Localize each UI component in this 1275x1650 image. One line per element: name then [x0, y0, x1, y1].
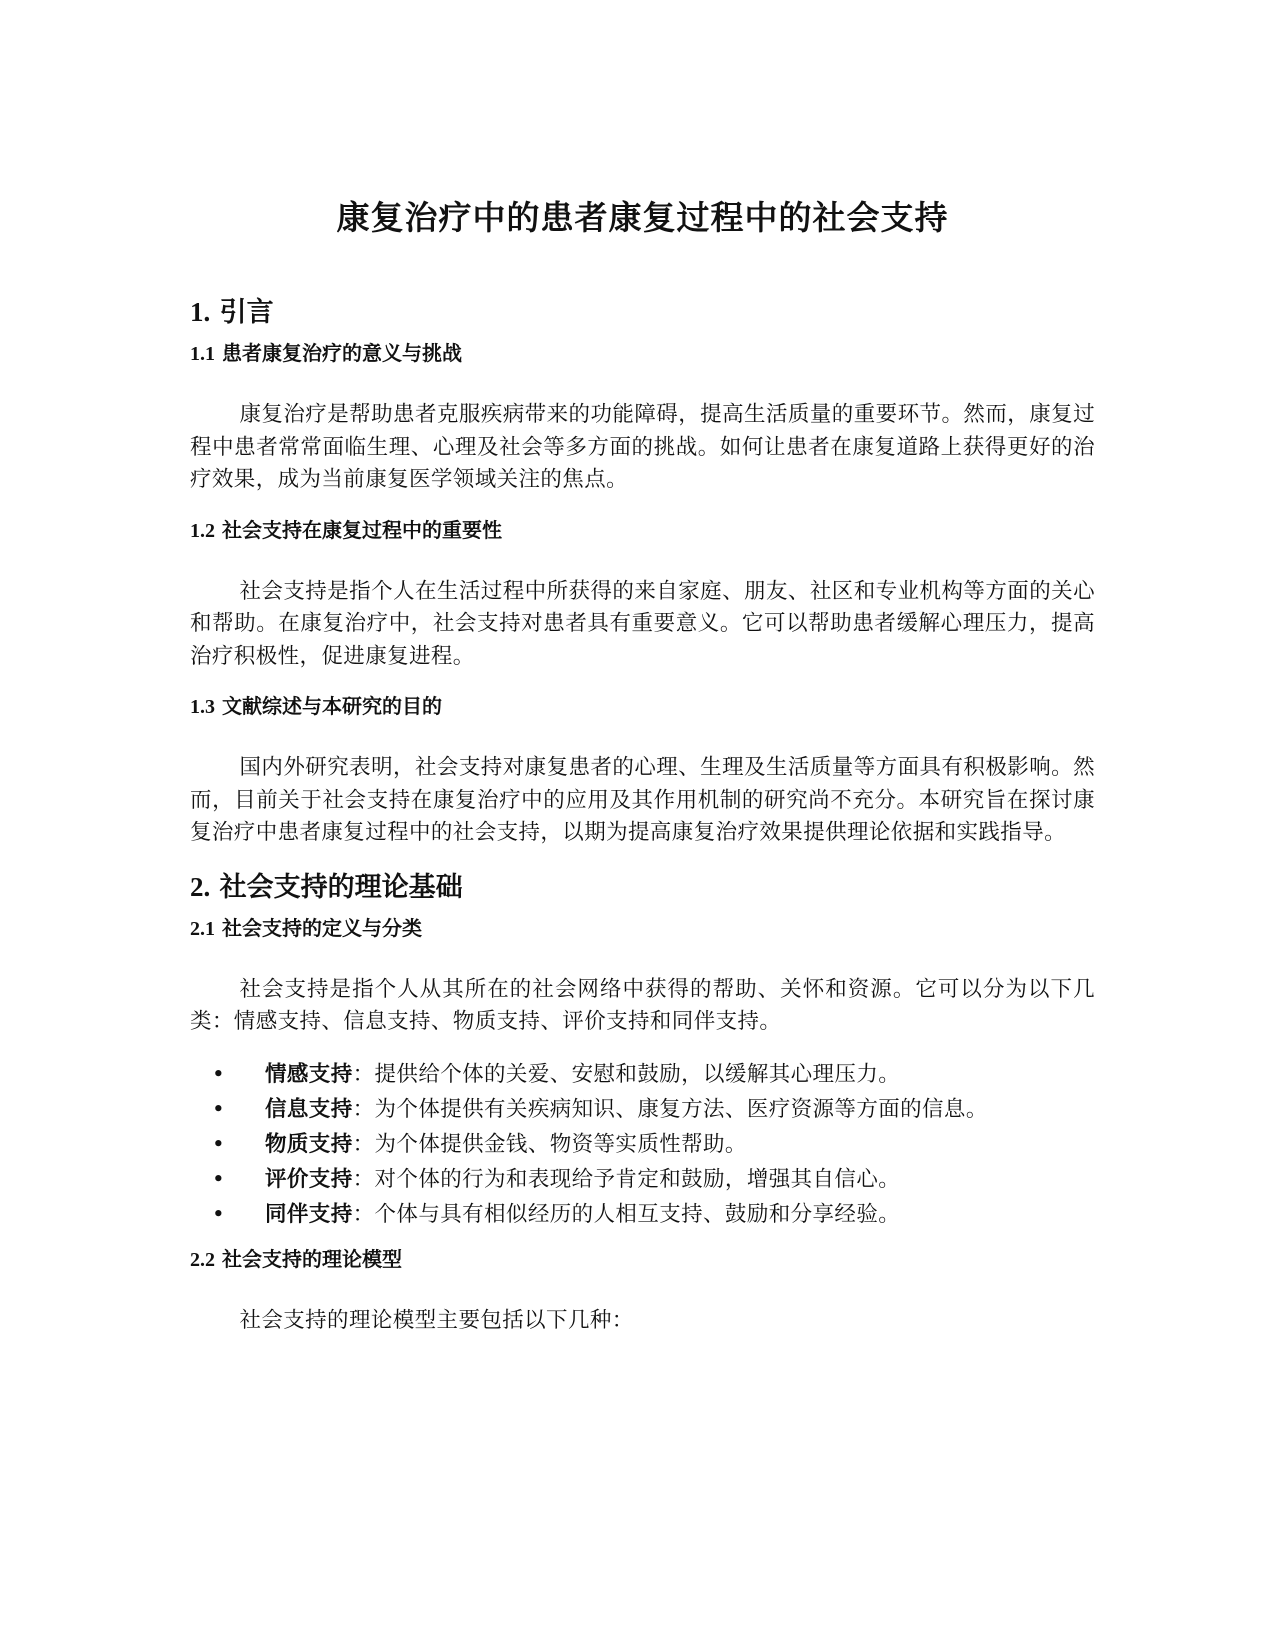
body-paragraph: 社会支持的理论模型主要包括以下几种：: [239, 1307, 634, 1333]
subsection-number: 1.2: [190, 519, 215, 542]
subsection-title: 社会支持的理论模型: [221, 1246, 402, 1271]
document-page: [190, 195, 1095, 1355]
list-item-text: 提供给个体的关爱、安慰和鼓励，以缓解其心理压力。: [374, 1061, 901, 1087]
list-item-separator: ：: [352, 1201, 375, 1227]
list-item-text: 为个体提供金钱、物资等实质性帮助。: [374, 1131, 747, 1157]
subsection-heading: [190, 338, 1095, 369]
bullet-icon: •: [212, 1061, 226, 1087]
section-title: 引言: [219, 297, 274, 328]
body-paragraph: 社会支持是指个人在生活过程中所获得的来自家庭、朋友、社区和专业机构等方面的关心和帮助。在康复治疗中，社会支持对患者具有重要意义。它可以帮助患者缓解心理压力，提高治疗积极性，促进康复进程。: [190, 578, 1095, 669]
body-paragraph: 康复治疗是帮助患者克服疾病带来的功能障碍，提高生活质量的重要环节。然而，康复过程中患者常常面临生理、心理及社会等多方面的挑战。如何让患者在康复道路上获得更好的治疗效果，成为当前康复医学领域关注的焦点。: [190, 402, 1095, 492]
list-item: [190, 1127, 1095, 1162]
list-item-separator: ：: [352, 1166, 375, 1192]
body-paragraph: 社会支持是指个人从其所在的社会网络中获得的帮助、关怀和资源。它可以分为以下几类：情感支持、信息支持、物质支持、评价支持和同伴支持。: [190, 976, 1095, 1034]
subsection-title: 社会支持在康复过程中的重要性: [221, 517, 502, 542]
body-paragraph: 国内外研究表明，社会支持对康复患者的心理、生理及生活质量等方面具有积极影响。然而，目前关于社会支持在康复治疗中的应用及其作用机制的研究尚不充分。本研究旨在探讨康复治疗中患者康复过程中的社会支持，以期为提高康复治疗效果提供理论依据和实践指导。: [190, 755, 1095, 845]
subsection-title: 患者康复治疗的意义与挑战: [221, 341, 462, 365]
document-title: 康复治疗中的患者康复过程中的社会支持: [336, 198, 949, 237]
subsection-number: 1.3: [190, 696, 215, 718]
section-number: 1.: [190, 297, 211, 327]
section-heading: [190, 868, 1095, 907]
subsection-title: 社会支持的定义与分类: [221, 915, 422, 940]
subsection-heading: [190, 691, 1095, 722]
bullet-icon: •: [212, 1131, 226, 1157]
subsection-heading: [190, 913, 1095, 944]
support-types-list: [190, 1057, 1095, 1232]
section-heading: [190, 293, 1095, 332]
list-item-term: 评价支持: [265, 1166, 353, 1192]
subsection-number: 2.1: [190, 917, 215, 940]
list-item: [190, 1162, 1095, 1197]
bullet-icon: •: [212, 1201, 226, 1227]
list-item: [190, 1197, 1095, 1232]
bullet-icon: •: [212, 1096, 226, 1122]
subsection-number: 2.2: [190, 1248, 215, 1271]
subsection-heading: [190, 515, 1095, 546]
list-item-text: 个体与具有相似经历的人相互支持、鼓励和分享经验。: [374, 1201, 901, 1227]
section-title: 社会支持的理论基础: [219, 871, 463, 903]
list-item: [190, 1057, 1095, 1092]
list-item-separator: ：: [352, 1061, 375, 1087]
list-item: [190, 1092, 1095, 1127]
list-item-term: 物质支持: [265, 1131, 353, 1157]
subsection-heading: [190, 1244, 1095, 1275]
list-item-term: 情感支持: [265, 1061, 353, 1087]
list-item-term: 信息支持: [265, 1096, 353, 1122]
list-item-separator: ：: [352, 1096, 375, 1122]
list-item-term: 同伴支持: [265, 1201, 353, 1227]
section-number: 2.: [190, 871, 211, 902]
subsection-title: 文献综述与本研究的目的: [221, 694, 442, 718]
bullet-icon: •: [212, 1166, 226, 1192]
subsection-number: 1.1: [190, 343, 215, 365]
list-item-text: 对个体的行为和表现给予肯定和鼓励，增强其自信心。: [374, 1166, 901, 1192]
list-item-separator: ：: [352, 1131, 375, 1157]
list-item-text: 为个体提供有关疾病知识、康复方法、医疗资源等方面的信息。: [374, 1096, 988, 1122]
